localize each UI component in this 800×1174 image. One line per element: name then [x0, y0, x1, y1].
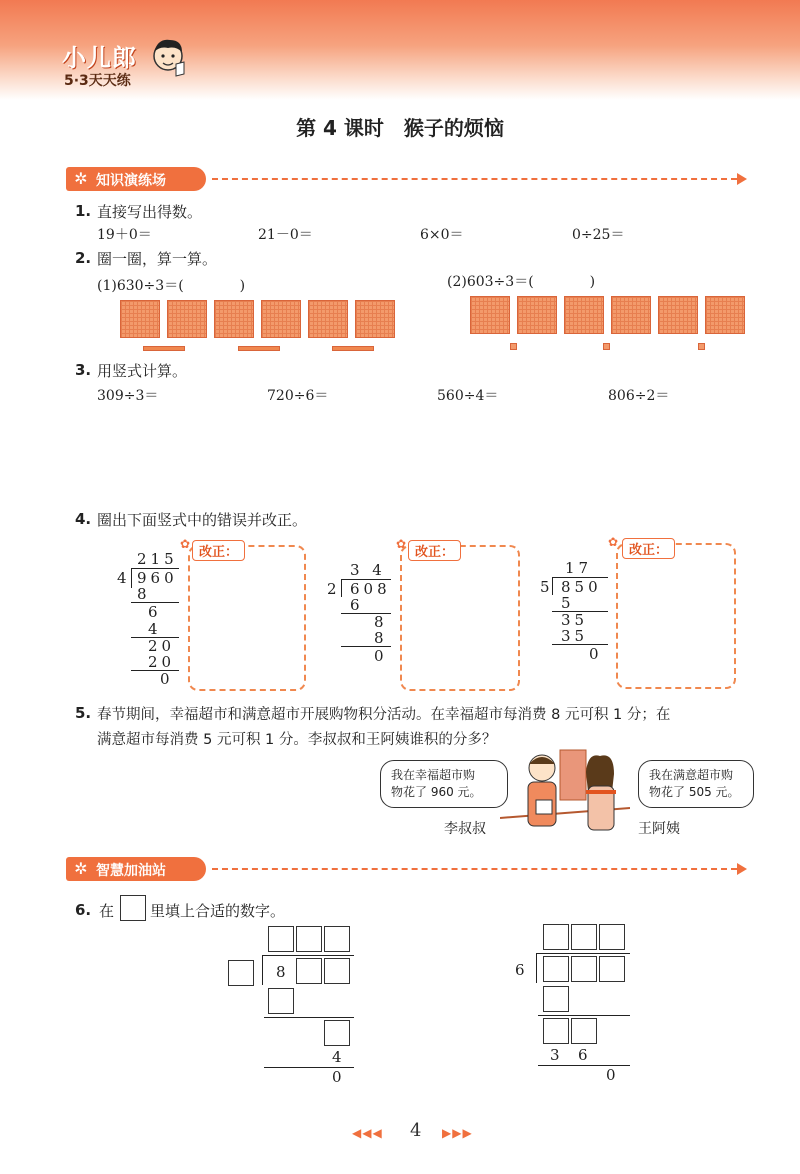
digit-box[interactable]	[543, 956, 569, 982]
work-row: 0	[606, 1066, 620, 1084]
calc-item: 0÷25＝	[572, 227, 625, 243]
hundred-block	[705, 296, 745, 334]
question-number: 6.	[75, 901, 92, 919]
question-number: 1.	[75, 202, 92, 220]
calc-item: 806÷2＝	[608, 388, 670, 404]
lesson-title: 第 4 课时 猴子的烦恼	[296, 116, 504, 140]
ten-bar	[238, 346, 280, 351]
work-line	[264, 1017, 354, 1018]
work-row: 8	[374, 629, 388, 647]
flower-icon: ✿	[608, 535, 619, 549]
digit-box[interactable]	[571, 956, 597, 982]
work-row: 0	[589, 645, 603, 663]
hundred-block	[261, 300, 301, 338]
work-row: 4	[148, 620, 162, 638]
digit-box[interactable]	[268, 926, 294, 952]
division-bar	[536, 953, 630, 954]
question-text-line: 满意超市每消费 5 元可积 1 分。李叔叔和王阿姨谁积的分多？	[97, 732, 497, 748]
divisor: 6	[515, 961, 529, 979]
hundred-block	[658, 296, 698, 334]
digit-box[interactable]	[571, 1018, 597, 1044]
hundred-block	[214, 300, 254, 338]
speech-bubble-right	[638, 760, 754, 808]
work-row: 6	[578, 1046, 592, 1064]
work-row: 35	[561, 611, 589, 629]
hundred-block	[167, 300, 207, 338]
work-row: 8	[137, 585, 151, 603]
quotient: 3 4	[350, 561, 386, 579]
unit-cube	[510, 343, 517, 350]
question-number: 5.	[75, 704, 92, 722]
digit-box[interactable]	[543, 924, 569, 950]
divisor: 5	[540, 578, 554, 596]
calc-item: 21－0＝	[258, 227, 313, 243]
work-row: 0	[160, 670, 174, 688]
question-text: 用竖式计算。	[97, 362, 188, 380]
correction-label: 改正：	[622, 538, 675, 559]
sample-fill-box	[120, 895, 146, 921]
bubble-line: 我在幸福超市购	[391, 768, 476, 782]
quotient: 215	[137, 550, 178, 568]
work-row: 4	[332, 1048, 346, 1066]
digit-box[interactable]	[599, 924, 625, 950]
unit-cube	[603, 343, 610, 350]
correction-label: 改正：	[408, 540, 461, 561]
dividend: 608	[350, 580, 391, 598]
dividend: 960	[137, 569, 178, 587]
digit-box[interactable]	[571, 924, 597, 950]
work-row: 20	[148, 637, 176, 655]
divisor: 2	[327, 580, 341, 598]
digit-box[interactable]	[543, 986, 569, 1012]
brand-subtitle: 5·3天天练	[64, 73, 131, 89]
hundred-block	[517, 296, 557, 334]
division-bar	[262, 955, 354, 956]
digit-box[interactable]	[324, 926, 350, 952]
question-text: 在	[99, 902, 115, 920]
division-bracket	[536, 953, 537, 983]
digit-box[interactable]	[324, 1020, 350, 1046]
speech-bubble-left	[380, 760, 508, 808]
arrows-left-icon: ◀◀◀	[352, 1126, 383, 1140]
correction-box[interactable]	[400, 545, 520, 691]
work-row: 6	[350, 596, 364, 614]
calc-item: 6×0＝	[420, 227, 464, 243]
question-number: 2.	[75, 249, 92, 267]
question-number: 3.	[75, 361, 92, 379]
work-row: 3	[550, 1046, 564, 1064]
calc-item: 19＋0＝	[97, 227, 152, 243]
hundred-block	[120, 300, 160, 338]
flower-icon: ✿	[396, 537, 407, 551]
sparkle-icon: ✲	[74, 169, 88, 188]
flower-icon: ✿	[180, 537, 191, 551]
question-text-line: 春节期间，幸福超市和满意超市开展购物积分活动。在幸福超市每消费 8 元可积 1 分；在	[97, 707, 671, 723]
ten-bar	[143, 346, 185, 351]
work-row: 8	[374, 613, 388, 631]
digit-box[interactable]	[599, 956, 625, 982]
question-text: 直接写出得数。	[97, 203, 203, 221]
sparkle-icon: ✲	[74, 859, 88, 878]
bubble-line: 物花了 505 元。	[649, 785, 740, 799]
arrow-right-icon	[737, 863, 747, 875]
boy-mascot-icon	[148, 34, 188, 80]
digit-box[interactable]	[324, 958, 350, 984]
people-illustration	[500, 748, 630, 840]
correction-label: 改正：	[192, 540, 245, 561]
work-line	[538, 1015, 630, 1016]
bubble-line: 物花了 960 元。	[391, 785, 482, 799]
section-label: 智慧加油站	[96, 863, 166, 879]
dividend: 850	[561, 578, 602, 596]
quotient: 17	[565, 559, 593, 577]
correction-box[interactable]	[188, 545, 306, 691]
ten-bar	[332, 346, 374, 351]
work-row: 35	[561, 627, 589, 645]
hundred-block	[470, 296, 510, 334]
correction-box[interactable]	[616, 543, 736, 689]
unit-cube	[698, 343, 705, 350]
divisor: 4	[117, 569, 131, 587]
digit-box[interactable]	[228, 960, 254, 986]
dividend-digit: 8	[276, 963, 290, 981]
calc-item: 309÷3＝	[97, 388, 159, 404]
calc-item: (2)603÷3＝( )	[447, 274, 596, 290]
calc-item: 720÷6＝	[267, 388, 329, 404]
digit-box[interactable]	[296, 926, 322, 952]
hundred-block	[564, 296, 604, 334]
section-label: 知识演练场	[96, 173, 166, 189]
character-name: 王阿姨	[638, 821, 680, 837]
page-number: 4	[410, 1120, 422, 1141]
calc-item: (1)630÷3＝( )	[97, 278, 246, 294]
digit-box[interactable]	[543, 1018, 569, 1044]
question-text: 圈一圈，算一算。	[97, 250, 218, 268]
question-number: 4.	[75, 510, 92, 528]
hundred-block	[355, 300, 395, 338]
hundred-block	[308, 300, 348, 338]
arrow-right-icon	[737, 173, 747, 185]
question-text: 圈出下面竖式中的错误并改正。	[97, 511, 308, 529]
division-bracket	[341, 579, 342, 597]
arrows-right-icon: ▶▶▶	[442, 1126, 473, 1140]
calc-item: 560÷4＝	[437, 388, 499, 404]
section-divider	[212, 868, 737, 870]
bubble-line: 我在满意超市购	[649, 768, 734, 782]
work-row: 0	[332, 1068, 346, 1086]
digit-box[interactable]	[296, 958, 322, 984]
question-text: 里填上合适的数字。	[150, 902, 286, 920]
work-row: 6	[148, 603, 162, 621]
work-row: 5	[561, 594, 575, 612]
work-row: 20	[148, 653, 176, 671]
division-bracket	[131, 568, 132, 588]
work-row: 0	[374, 647, 388, 665]
brand-logo: 小儿郎	[62, 44, 137, 72]
hundred-block	[611, 296, 651, 334]
digit-box[interactable]	[268, 988, 294, 1014]
character-name: 李叔叔	[444, 821, 486, 837]
division-bracket	[262, 955, 263, 985]
section-divider	[212, 178, 737, 180]
